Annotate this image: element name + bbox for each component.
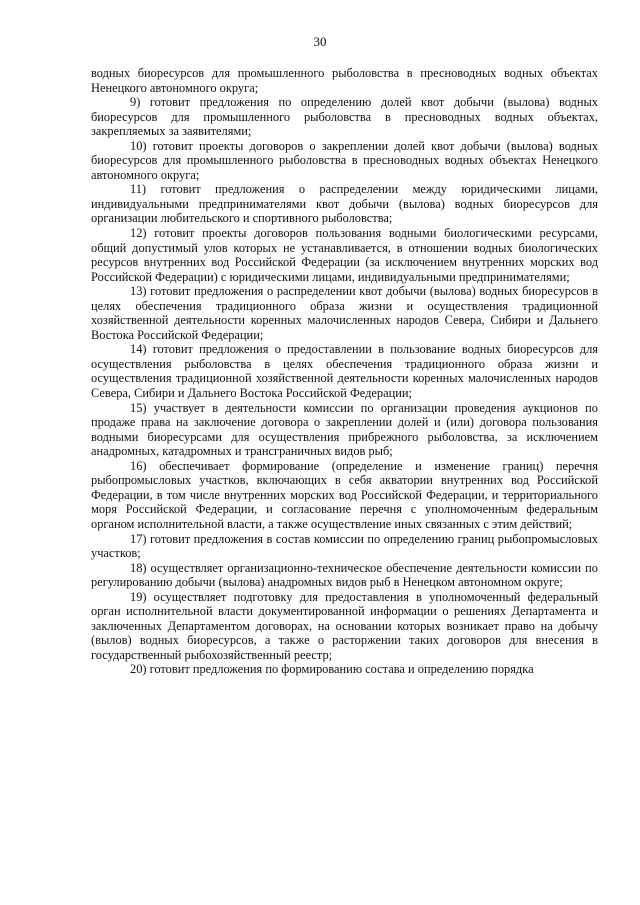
paragraph-item-9: 9) готовит предложения по определению долей квот добычи (вылова) водных биоресурсов для промышленного рыболовства в пресноводных водных объектах, закрепляемых за заявителями; (91, 95, 598, 139)
paragraph-item-12: 12) готовит проекты договоров пользования водными биологическими ресурсами, общий допустимый улов которых не устанавливается, в отношении водных биологических ресурсов внутренних вод Российской Федерации (за исключением внутренних морских вод Российской Федерации) с юридическими лицами, индивидуальными предпринимателями; (91, 226, 598, 284)
paragraph-item-11: 11) готовит предложения о распределении между юридическими лицами, индивидуальными предпринимателями квот добычи (вылова) водных биоресурсов для организации любительского и спортивного рыболовства; (91, 182, 598, 226)
page-number: 30 (313, 34, 327, 49)
paragraph-item-19: 19) осуществляет подготовку для предоставления в уполномоченный федеральный орган исполнительной власти документированной информации о решениях Департамента и заключенных Департаментом договорах, на основании которых возникает право на добычу (вылов) водных биоресурсов, а также о расторжении таких договоров для внесения в государственный рыбохозяйственный реестр; (91, 589, 598, 662)
paragraph-item-20: 20) готовит предложения по формированию состава и определению порядка (130, 662, 534, 677)
document-body (91, 66, 598, 677)
paragraph-item-15: 15) участвует в деятельности комиссии по организации проведения аукционов по продаже права на заключение договора о закреплении долей и (или) договора пользования водными биоресурсами для осуществления прибрежного рыболовства, за исключением анадромных, катадромных и трансграничных видов рыб; (91, 400, 598, 459)
paragraph-continuation: водных биоресурсов для промышленного рыболовства в пресноводных водных объектах Ненецкого автономного округа; (91, 66, 598, 95)
paragraph-item-18: 18) осуществляет организационно-техническое обеспечение деятельности комиссии по регулированию добычи (вылова) анадромных видов рыб в Ненецком автономном округе; (91, 560, 598, 590)
paragraph-item-10: 10) готовит проекты договоров о закреплении долей квот добычи (вылова) водных биоресурсов для промышленного рыболовства в пресноводных водных объектах Ненецкого автономного округа; (91, 138, 598, 182)
paragraph-item-16: 16) обеспечивает формирование (определение и изменение границ) перечня рыбопромысловых участков, включающих в себя акватории внутренних вод Российской Федерации, в том числе внутренних морских вод Российской Федерации, и территориального моря Российской Федерации, и согласование перечня с уполномоченным федеральным органом исполнительной власти, а также осуществление иных связанных с этим действий; (91, 458, 598, 531)
paragraph-item-17: 17) готовит предложения в состав комиссии по определению границ рыбопромысловых участков; (91, 531, 598, 561)
paragraph-item-13: 13) готовит предложения о распределении квот добычи (вылова) водных биоресурсов в целях обеспечения традиционного образа жизни и осуществления традиционной хозяйственной деятельности коренных малочисленных народов Севера, Сибири и Дальнего Востока Российской Федерации; (91, 284, 598, 342)
paragraph-item-14: 14) готовит предложения о предоставлении в пользование водных биоресурсов для осуществления рыболовства в целях обеспечения традиционного образа жизни и осуществления традиционной хозяйственной деятельности коренных малочисленных народов Севера, Сибири и Дальнего Востока Российской Федерации; (91, 342, 598, 401)
